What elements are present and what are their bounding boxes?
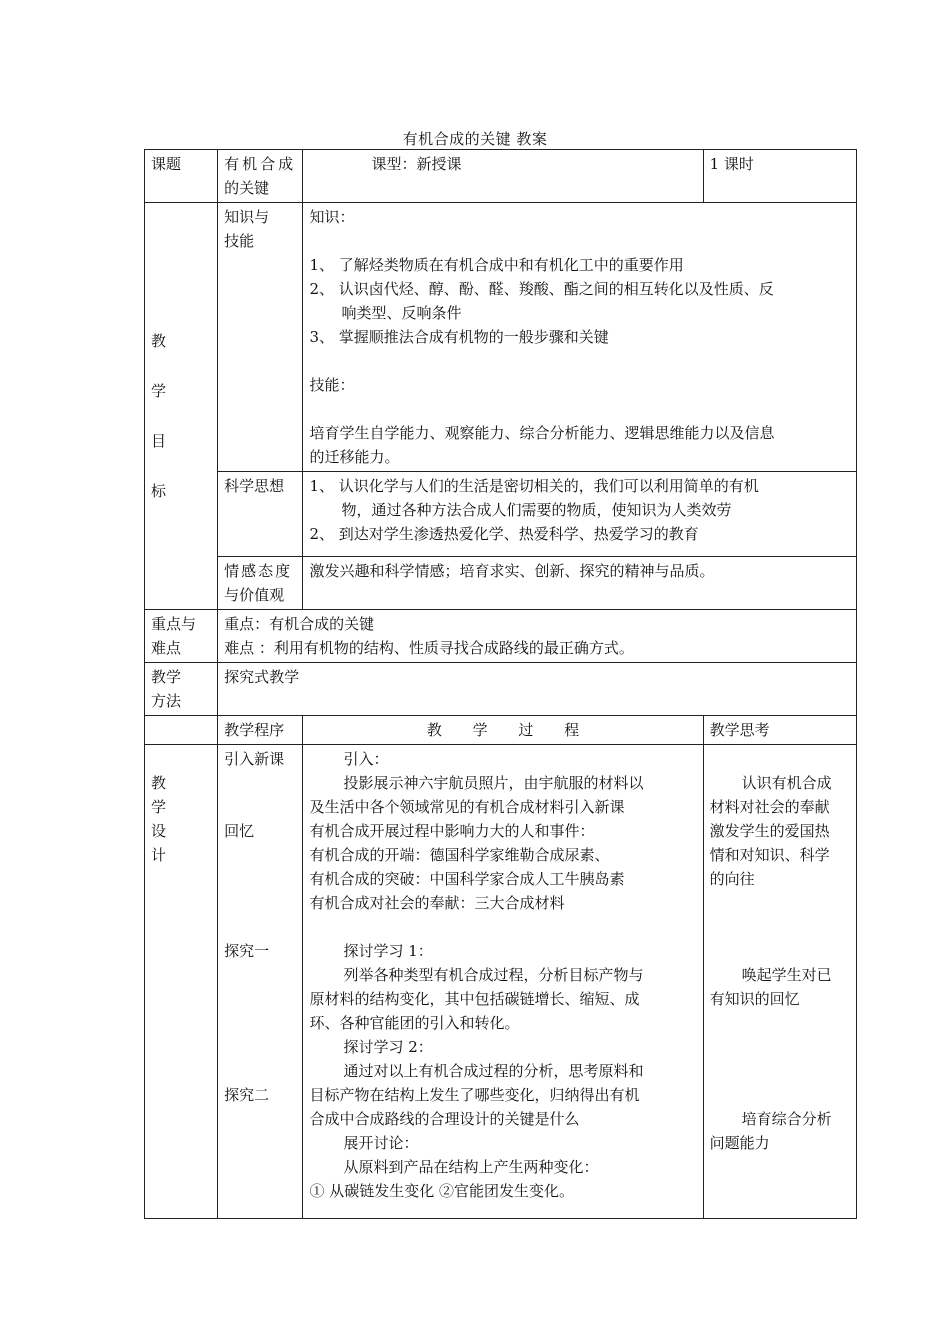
reflection-2-line-1: 唤起学生对已 (741, 966, 832, 984)
design-label-3: 设 (151, 822, 167, 840)
science-label: 科学思想 (224, 477, 285, 495)
emotion-label-1: 情感态度 (224, 562, 293, 580)
program-header-cell (218, 716, 303, 745)
design-label-2: 学 (151, 798, 167, 816)
design-body-row (145, 745, 857, 1219)
recall-text-1: 有机合成开展过程中影响力大的人和事件： (309, 822, 595, 840)
method-text: 探究式教学 (224, 668, 300, 686)
topic-value-cell (218, 150, 303, 203)
study-2-heading: 探讨学习 2： (343, 1038, 433, 1056)
key-points-row (145, 610, 857, 663)
emotion-label-2: 与价值观 (224, 586, 285, 604)
method-label-cell (145, 663, 218, 716)
reflection-1-line-3: 激发学生的爱国热 (709, 822, 830, 840)
knowledge-content-cell (303, 203, 857, 472)
process-content-cell (303, 745, 703, 1219)
science-item-1-cont: 物，通过各种方法合成人们需要的物质，使知识为人类效劳 (341, 501, 732, 519)
reflection-content-cell (703, 745, 856, 1219)
topic-line-2: 的关键 (224, 179, 270, 197)
reflection-3-line-1: 培育综合分析 (741, 1110, 832, 1128)
design-label-4: 计 (151, 846, 167, 864)
study-1-text-1: 列举各种类型有机合成过程，分析目标产物与 (343, 966, 644, 984)
study-1-heading: 探讨学习 1： (343, 942, 433, 960)
method-label-2: 方法 (151, 692, 182, 710)
design-label-cell (145, 745, 218, 1219)
reflection-1-line-1: 认识有机合成 (741, 774, 832, 792)
topic-label-cell (145, 150, 218, 203)
program-steps-cell (218, 745, 303, 1219)
reflection-2-line-2: 有知识的回忆 (709, 990, 800, 1008)
program-header: 教学程序 (224, 721, 285, 739)
topic-row (145, 150, 857, 203)
knowledge-label-1: 知识与 (224, 208, 270, 226)
lesson-plan-table (144, 149, 857, 1219)
method-row (145, 663, 857, 716)
topic-label: 课题 (151, 155, 182, 173)
skills-line-1: 培育学生自学能力、观察能力、综合分析能力、逻辑思维能力以及信息 (309, 424, 775, 442)
reflection-header-cell (703, 716, 856, 745)
study-1-text-3: 环、各种官能团的引入和转化。 (309, 1014, 520, 1032)
method-content-cell (218, 663, 857, 716)
knowledge-label-2: 技能 (224, 232, 255, 250)
key-points-label-2: 难点 (151, 639, 182, 657)
emotion-row (145, 557, 857, 610)
study-2-text-3: 合成中合成路线的合理设计的关键是什么 (309, 1110, 580, 1128)
skills-heading: 技能： (309, 376, 355, 394)
recall-text-2: 有机合成的开端：德国科学家维勒合成尿素、 (309, 846, 610, 864)
design-header-row (145, 716, 857, 745)
objectives-label-3: 目 (151, 432, 167, 450)
intro-text-2: 及生活中各个领域常见的有机合成材料引入新课 (309, 798, 625, 816)
discuss-heading: 展开讨论： (343, 1134, 419, 1152)
objectives-label-1: 教 (151, 332, 167, 350)
step-recall: 回忆 (224, 822, 255, 840)
reflection-1-line-2: 材料对社会的奉献 (709, 798, 830, 816)
method-label-1: 教学 (151, 668, 182, 686)
reflection-3-line-2: 问题能力 (709, 1134, 770, 1152)
emotion-content-cell (303, 557, 857, 610)
discuss-text-2: ① 从碳链发生变化 ②官能团发生变化。 (309, 1182, 574, 1200)
process-header: 教 学 过 程 (426, 721, 580, 739)
key-points-label-cell (145, 610, 218, 663)
objectives-label-4: 标 (151, 482, 167, 500)
intro-heading: 引入： (343, 750, 389, 768)
knowledge-item-3: 3、 掌握顺推法合成有机物的一般步骤和关键 (309, 328, 609, 346)
recall-text-4: 有机合成对社会的奉献：三大合成材料 (309, 894, 565, 912)
knowledge-label-cell (218, 203, 303, 472)
science-row (145, 472, 857, 557)
recall-text-3: 有机合成的突破：中国科学家合成人工牛胰岛素 (309, 870, 625, 888)
study-2-text-1: 通过对以上有机合成过程的分析，思考原料和 (343, 1062, 644, 1080)
step-intro: 引入新课 (224, 750, 285, 768)
document-title: 有机合成的关键 教案 (402, 130, 548, 148)
reflection-header: 教学思考 (709, 721, 770, 739)
key-point: 重点：有机合成的关键 (224, 615, 375, 633)
intro-text-1: 投影展示神六宇航员照片，由宇航服的材料以 (343, 774, 644, 792)
knowledge-item-2: 2、 认识卤代烃、醇、酚、醛、羧酸、酯之间的相互转化以及性质、反 (309, 280, 774, 298)
step-explore-1: 探究一 (224, 942, 270, 960)
knowledge-heading: 知识： (309, 208, 355, 226)
step-explore-2: 探究二 (224, 1086, 270, 1104)
lesson-type: 课型：新授课 (371, 155, 462, 173)
knowledge-item-1: 1、 了解烃类物质在有机合成中和有机化工中的重要作用 (309, 256, 684, 274)
science-item-2: 2、 到达对学生渗透热爱化学、热爱科学、热爱学习的教育 (309, 525, 699, 543)
science-label-cell (218, 472, 303, 557)
lesson-type-cell (303, 150, 703, 203)
objectives-label-2: 学 (151, 382, 167, 400)
topic-line-1: 有机合成 (224, 155, 297, 173)
emotion-label-cell (218, 557, 303, 610)
difficulty-point: 难点 ：利用有机物的结构、性质寻找合成路线的最正确方式。 (224, 639, 634, 657)
emotion-text: 激发兴趣和科学情感；培育求实、创新、探究的精神与品质。 (309, 562, 715, 580)
lesson-hours: 1 课时 (709, 155, 754, 173)
science-item-1: 1、 认识化学与人们的生活是密切相关的，我们可以利用简单的有机 (309, 477, 759, 495)
reflection-1-line-4: 情和对知识、科学 (709, 846, 830, 864)
skills-line-2: 的迁移能力。 (309, 448, 400, 466)
objectives-label-cell (145, 203, 218, 610)
design-header-empty (145, 716, 218, 745)
key-points-label-1: 重点与 (151, 615, 197, 633)
hours-cell (703, 150, 856, 203)
study-1-text-2: 原材料的结构变化，其中包括碳链增长、缩短、成 (309, 990, 640, 1008)
discuss-text-1: 从原料到产品在结构上产生两种变化： (343, 1158, 599, 1176)
design-label-1: 教 (151, 774, 167, 792)
study-2-text-2: 目标产物在结构上发生了哪些变化，归纳得出有机 (309, 1086, 640, 1104)
key-points-content-cell (218, 610, 857, 663)
process-header-cell (303, 716, 703, 745)
knowledge-row (145, 203, 857, 472)
knowledge-item-2-cont: 响类型、反响条件 (341, 304, 462, 322)
science-content-cell (303, 472, 857, 557)
reflection-1-line-5: 的向往 (709, 870, 755, 888)
